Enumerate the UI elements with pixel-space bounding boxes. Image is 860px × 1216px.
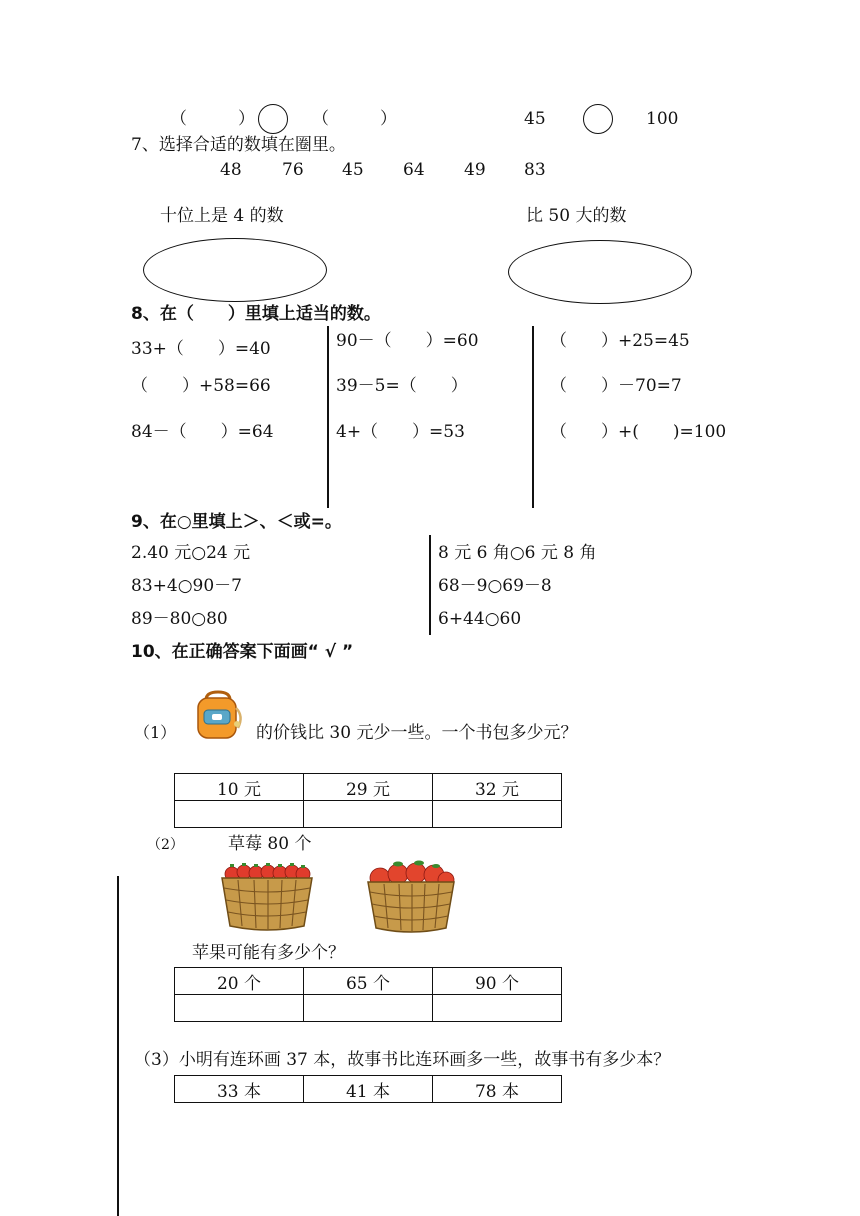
p2-label: （2） — [147, 837, 184, 853]
q8-equation[interactable]: 33+（ ）=40 — [131, 339, 271, 359]
answer-option: 65 个 — [304, 968, 433, 995]
q9-title: 9、在○里填上＞、＜或=。 — [131, 512, 342, 532]
q8-equation[interactable]: （ ）+25=45 — [550, 331, 690, 351]
answer-option: 10 元 — [175, 774, 304, 801]
answer-option: 20 个 — [175, 968, 304, 995]
number-right: 100 — [646, 109, 679, 129]
q8-equation[interactable]: （ ）－70=7 — [550, 376, 682, 396]
q8-equation[interactable]: （ ）+58=66 — [131, 376, 271, 396]
check-cell[interactable] — [433, 995, 562, 1022]
answer-option: 41 本 — [304, 1076, 433, 1103]
q7-number: 64 — [403, 160, 425, 180]
q8-equation[interactable]: （ ）+( )=100 — [550, 422, 727, 442]
q9-comparison[interactable]: 8 元 6 角○6 元 8 角 — [438, 543, 597, 563]
q9-comparison[interactable]: 2.40 元○24 元 — [131, 543, 251, 563]
q8-title: 8、在（ ）里填上适当的数。 — [131, 304, 381, 324]
blank-paren-b[interactable]: （ ） — [312, 109, 397, 129]
strawberry-label: 草莓 80 个 — [228, 834, 312, 854]
q9-comparison[interactable]: 6+44○60 — [438, 609, 522, 629]
answer-ellipse-right[interactable] — [508, 240, 692, 304]
column-divider — [429, 535, 431, 635]
q8-equation[interactable]: 39－5=（ ） — [336, 376, 468, 396]
check-cell[interactable] — [433, 801, 562, 828]
strawberry-basket-icon — [218, 860, 316, 937]
q7-label-left: 十位上是 4 的数 — [160, 206, 284, 226]
blank-paren-a[interactable]: （ ） — [170, 109, 255, 129]
q8-equation[interactable]: 90－（ ）=60 — [336, 331, 479, 351]
p1-answer-table — [174, 773, 562, 828]
answer-option: 29 元 — [304, 774, 433, 801]
answer-ellipse-left[interactable] — [143, 238, 327, 302]
column-divider — [327, 326, 329, 508]
q7-number: 49 — [464, 160, 486, 180]
apple-basket-icon — [364, 860, 458, 939]
check-cell[interactable] — [304, 801, 433, 828]
column-divider — [532, 326, 534, 508]
p1-question: 的价钱比 30 元少一些。一个书包多少元？ — [256, 723, 578, 743]
q8-equation[interactable]: 4+（ ）=53 — [336, 422, 465, 442]
margin-line — [117, 876, 119, 1216]
q9-comparison[interactable]: 83+4○90－7 — [131, 576, 242, 596]
q8-equation[interactable]: 84－（ ）=64 — [131, 422, 274, 442]
q7-label-right: 比 50 大的数 — [526, 206, 627, 226]
check-cell[interactable] — [175, 995, 304, 1022]
q10-title: 10、在正确答案下面画“ √ ” — [131, 642, 354, 662]
p2-question: 苹果可能有多少个？ — [192, 943, 345, 963]
q7-number: 48 — [220, 160, 242, 180]
q7-number: 83 — [524, 160, 546, 180]
compare-circle-b[interactable] — [583, 104, 613, 134]
q7-title: 7、选择合适的数填在圈里。 — [131, 135, 346, 155]
check-cell[interactable] — [304, 995, 433, 1022]
number-left: 45 — [524, 109, 546, 129]
answer-option: 90 个 — [433, 968, 562, 995]
q7-number: 45 — [342, 160, 364, 180]
p3-question: （3）小明有连环画 37 本，故事书比连环画多一些，故事书有多少本？ — [134, 1050, 671, 1070]
q7-number: 76 — [282, 160, 304, 180]
q9-comparison[interactable]: 68－9○69－8 — [438, 576, 552, 596]
answer-option: 78 本 — [433, 1076, 562, 1103]
p2-answer-table — [174, 967, 562, 1022]
check-cell[interactable] — [175, 801, 304, 828]
answer-option: 33 本 — [175, 1076, 304, 1103]
p3-answer-table — [174, 1075, 562, 1103]
q9-comparison[interactable]: 89－80○80 — [131, 609, 228, 629]
answer-option: 32 元 — [433, 774, 562, 801]
backpack-icon — [192, 690, 246, 747]
p1-label: （1） — [134, 723, 177, 742]
compare-circle-a[interactable] — [258, 104, 288, 134]
